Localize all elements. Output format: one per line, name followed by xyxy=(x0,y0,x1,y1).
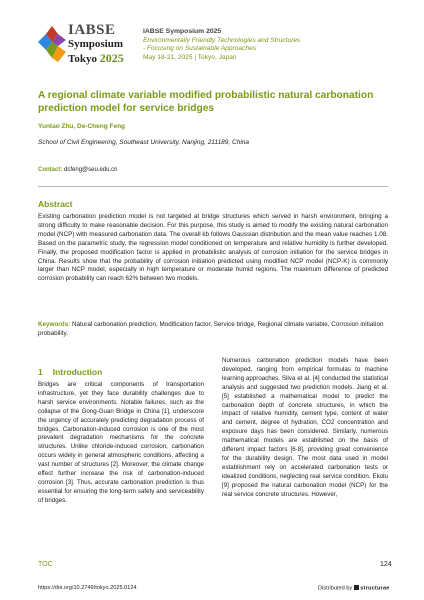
abstract-heading: Abstract xyxy=(38,199,73,209)
logo-city: Tokyo xyxy=(68,53,97,65)
logo-symposium: Symposium xyxy=(68,38,124,50)
distributor-name[interactable]: structurae xyxy=(360,585,390,592)
keywords-label: Keywords: xyxy=(38,321,71,328)
abstract-text: Existing carbonation prediction model is not targeted at bridge structures which served in harsh environment, bringing a strong difficulty to make reasonable decision. For this purpose, this study is aimed to modify the existing natural carbonation model (NCP) with measured carbonation data. The overall kb follows Gaussian distribution and the mean value reaches 1.08. Based on the parametric study, the regression model conditioned on temperature and relative humidity is further developed. Finally, the proposed modification factor is applied in probabilistic analysis of corrosion initiation for the service bridges in China. Results show that the probability of corrosion initiation predicted using modified NCP model (NCP-K) is commonly larger than NCP model, especially in high temperature or moderate humid regions. The maximum difference of predicted corrosion probability can reach 62% between two models. xyxy=(38,213,388,283)
divider xyxy=(38,186,388,187)
distributor-line xyxy=(318,585,390,592)
section-number: 1 xyxy=(38,367,43,377)
event-theme-line2: - Focusing on Sustainable Approaches xyxy=(143,45,257,52)
logo-star-icon xyxy=(38,24,68,68)
page-number: 124 xyxy=(380,561,392,568)
paper-affiliation: School of Civil Engineering, Southeast University, Nanjing, 211189, China xyxy=(38,139,250,146)
paper-title: A regional climate variable modified probabilistic natural carbonation prediction model for service bridges xyxy=(38,90,374,114)
keywords xyxy=(38,321,388,339)
logo-year: 2025 xyxy=(99,51,124,65)
contact-line xyxy=(38,167,117,173)
keywords-text: Natural carbonation prediction, Modification factor, Service bridge, Regional climate variable, Corrosion initiation probability. xyxy=(38,321,384,337)
section-title: Introduction xyxy=(52,367,103,377)
distributed-by-label: Distributed by xyxy=(318,585,353,592)
doi-link[interactable]: https://doi.org/10.2749/tokyo.2025.0124 xyxy=(38,585,137,591)
iabse-logo xyxy=(38,22,128,72)
event-title: IABSE Symposium 2025 xyxy=(143,28,222,35)
intro-right-column: Numerous carbonation prediction models have been developed, ranging from empirical formulas to machine learning approaches. Silva et al. [4] conducted the statistical analysis and suggested two prediction models. Jiang et al. [5] established a mathematical model to predict the carbonation depth of concrete structures, in which the impact of relative humidity, cement type, content of water and cement, degree of hydration, CO2 concentration and exposure days has been considered. Similarly, numerous mathematical models are established on the basis of different impact factors [6-8], providing great convenience for the durability design. The most data used in model establishment rely on accelerated carbonation tests or idealized conditions, neglecting real service condition. Ekolu [9] proposed the natural carbonation model (NCP) for the real service concrete structures. However, xyxy=(222,357,388,498)
section-heading-introduction xyxy=(38,367,102,377)
structurae-logo-icon xyxy=(354,585,359,590)
intro-left-column: Bridges are critical components of transportation infrastructure, yet they face durability challenges due to harsh service environments. Notable failures, such as the collapse of the Gong-Guan Bridge in China [1], underscore the urgency of accurately predicting degradation process of bridges. Carbonation-induced corrosion is one of the most prevalent degradation mechanisms for the concrete structures. Unlike chloride-induced corrosion, carbonation occurs widely in general atmospheric conditions, affecting a vast number of structures [2]. Moreover, the climate change effect further increase the risk of carbonation-induced corrosion [3]. Thus, accurate carbonation prediction is thus essential for ensuring the long-term safety and serviceability of bridges. xyxy=(38,381,204,504)
event-theme-line1: Environmentally Friendly Technologies and Structures xyxy=(143,37,301,44)
contact-label: Contact: xyxy=(38,167,63,173)
toc-link[interactable]: TOC xyxy=(38,561,53,568)
logo-city-year xyxy=(68,51,124,66)
contact-email[interactable]: dcfeng@seu.edu.cn xyxy=(64,167,118,173)
paper-authors: Yuntao Zhu, De-Cheng Feng xyxy=(38,123,126,130)
event-dates: May 18-21, 2025 | Tokyo, Japan xyxy=(143,54,237,61)
logo-name: IABSE xyxy=(68,22,116,38)
